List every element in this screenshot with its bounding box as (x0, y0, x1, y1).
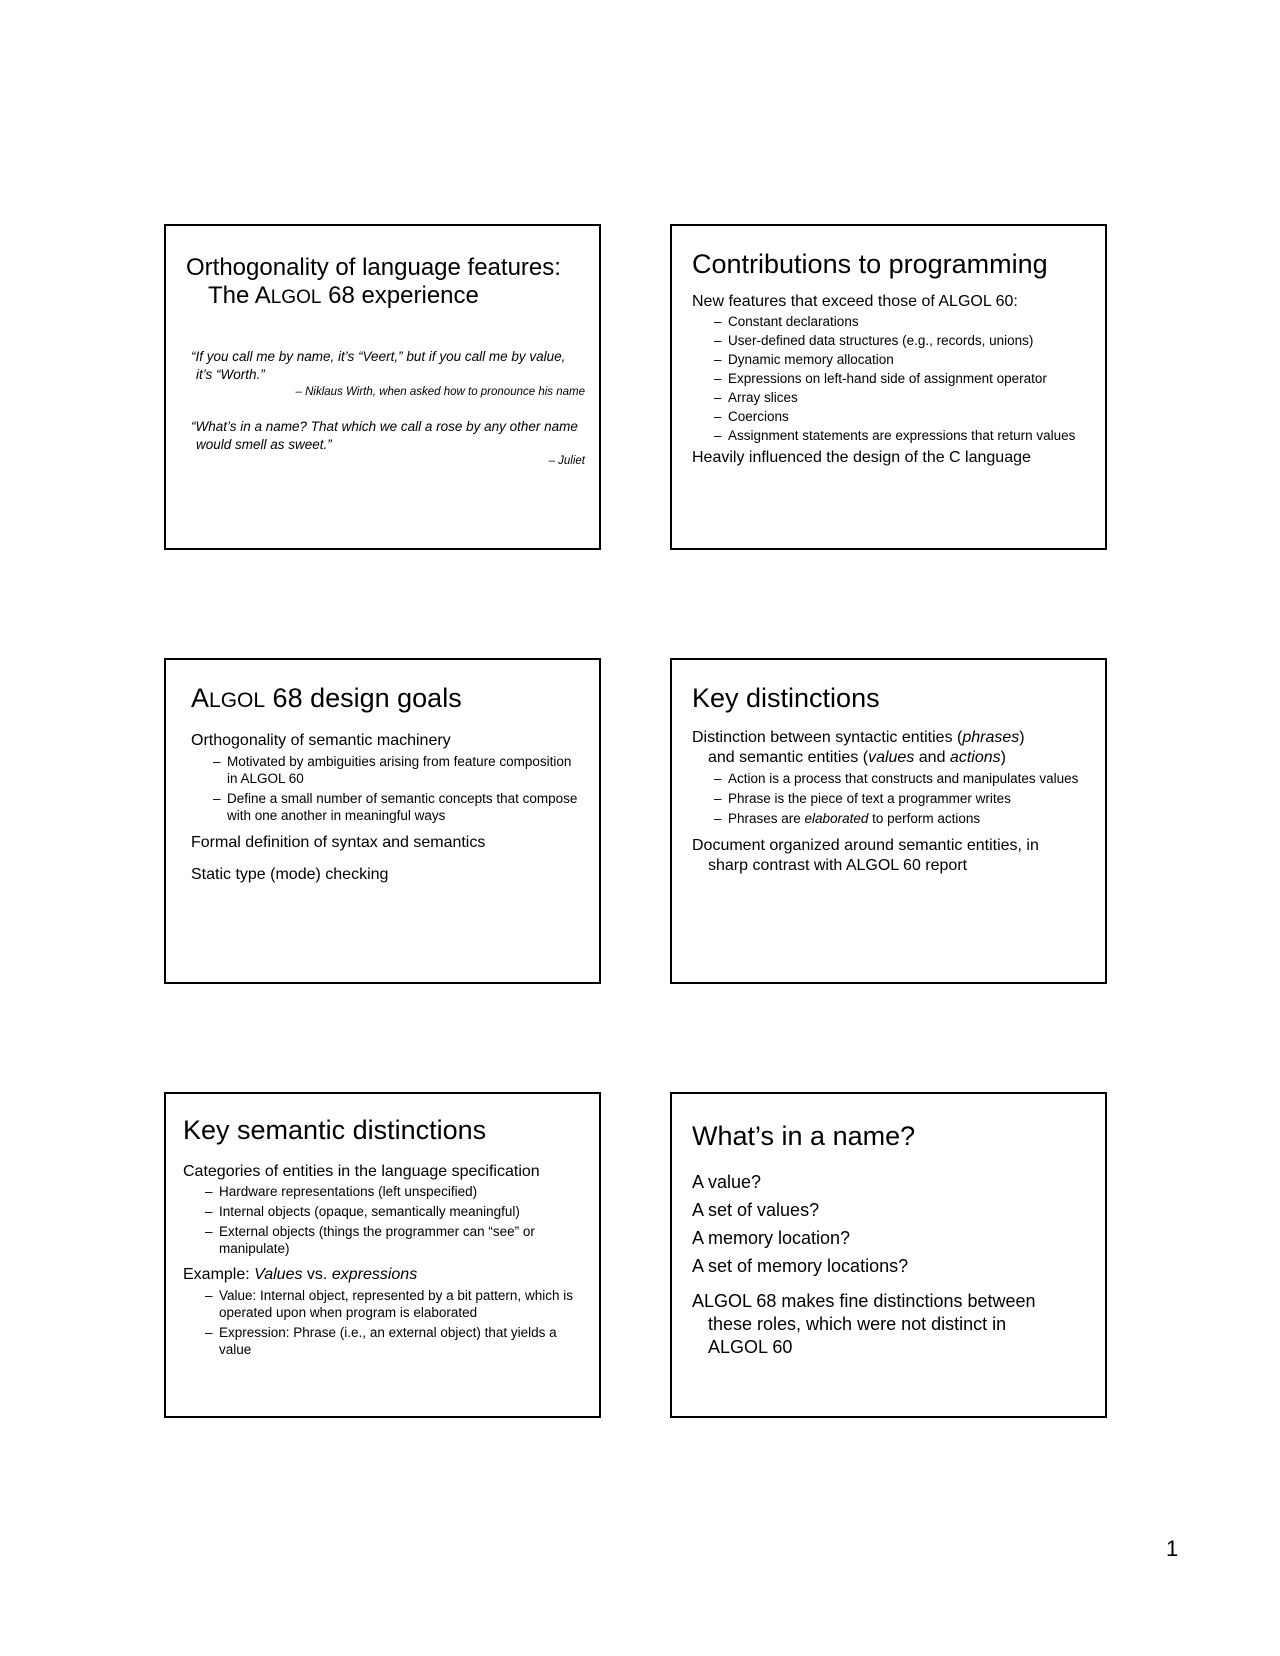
point-categories: Categories of entities in the language specification (183, 1163, 540, 1180)
slide-title: Key distinctions (692, 683, 880, 713)
slide-title: Orthogonality of language features: The ALGOL 68 experience (186, 254, 561, 309)
list-item: – Dynamic memory allocation (714, 351, 1091, 368)
slide-contributions (670, 224, 1107, 550)
slide-whats-in-a-name (670, 1092, 1107, 1418)
point-example: Example: Values vs. expressions (183, 1266, 418, 1283)
list-item: – Motivated by ambiguities arising from feature composition in ALGOL 60 (213, 753, 585, 787)
point-new-features: New features that exceed those of ALGOL 60: (692, 293, 1018, 310)
list-item: – Phrases are elaborated to perform actions (714, 810, 1091, 827)
list-item: – Array slices (714, 389, 1091, 406)
list-item: – User-defined data structures (e.g., records, unions) (714, 332, 1091, 349)
slide-title: Key semantic distinctions (183, 1115, 487, 1145)
slide-orthogonality (164, 224, 601, 550)
slide-semantic-distinctions (164, 1092, 601, 1418)
example-list (183, 1287, 585, 1358)
point-syntactic-semantic: Distinction between syntactic entities (phrases) and semantic entities (values and actions) (692, 729, 1025, 766)
list-item: – Expressions on left-hand side of assignment operator (714, 370, 1091, 387)
quote-wirth-attribution: – Niklaus Wirth, when asked how to pronounce his name (295, 386, 585, 398)
quote-juliet: “What’s in a name? That which we call a rose by any other name would smell as sweet.” (191, 419, 578, 452)
point-orthogonality: Orthogonality of semantic machinery (191, 732, 451, 749)
point-formal-definition: Formal definition of syntax and semantics (191, 834, 486, 851)
goals-list (191, 753, 585, 824)
list-item: A memory location? (692, 1228, 851, 1248)
list-item: – Phrase is the piece of text a programmer writes (714, 790, 1091, 807)
list-item: – Assignment statements are expressions that return values (714, 427, 1091, 444)
list-item: – External objects (things the programmer can “see” or manipulate) (205, 1223, 585, 1257)
slide-title: What’s in a name? (692, 1121, 916, 1151)
list-item: A value? (692, 1172, 762, 1192)
slide-title: ALGOL 68 design goals (191, 683, 462, 713)
page-number: 1 (1166, 1536, 1179, 1561)
point-c-influence: Heavily influenced the design of the C language (692, 449, 1031, 466)
slide-key-distinctions (670, 658, 1107, 984)
list-item: – Define a small number of semantic concepts that compose with one another in meaningful ways (213, 790, 585, 824)
slide-title: Contributions to programming (692, 249, 1048, 279)
list-item: – Internal objects (opaque, semantically meaningful) (205, 1203, 585, 1220)
point-document-organization: Document organized around semantic entities, in sharp contrast with ALGOL 60 report (692, 837, 1039, 874)
list-item: – Hardware representations (left unspecified) (205, 1183, 585, 1200)
list-item: A set of values? (692, 1200, 820, 1220)
list-item: – Value: Internal object, represented by a bit pattern, which is operated upon when program is elaborated (205, 1287, 585, 1321)
slide-design-goals (164, 658, 601, 984)
point-static-type: Static type (mode) checking (191, 866, 389, 883)
features-list (692, 313, 1091, 444)
questions-list (692, 1168, 1091, 1280)
list-item: A set of memory locations? (692, 1256, 909, 1276)
quote-wirth: “If you call me by name, it’s “Veert,” but if you call me by value, it’s “Worth.” (191, 349, 566, 382)
list-item: – Coercions (714, 408, 1091, 425)
point-fine-distinctions: ALGOL 68 makes fine distinctions between these roles, which were not distinct in ALGOL 60 (692, 1291, 1036, 1357)
list-item: – Expression: Phrase (i.e., an external object) that yields a value (205, 1324, 585, 1358)
list-item: – Constant declarations (714, 313, 1091, 330)
list-item: – Action is a process that constructs and manipulates values (714, 770, 1091, 787)
distinctions-list (692, 770, 1091, 827)
categories-list (183, 1183, 585, 1257)
quote-juliet-attribution: – Juliet (548, 455, 585, 467)
